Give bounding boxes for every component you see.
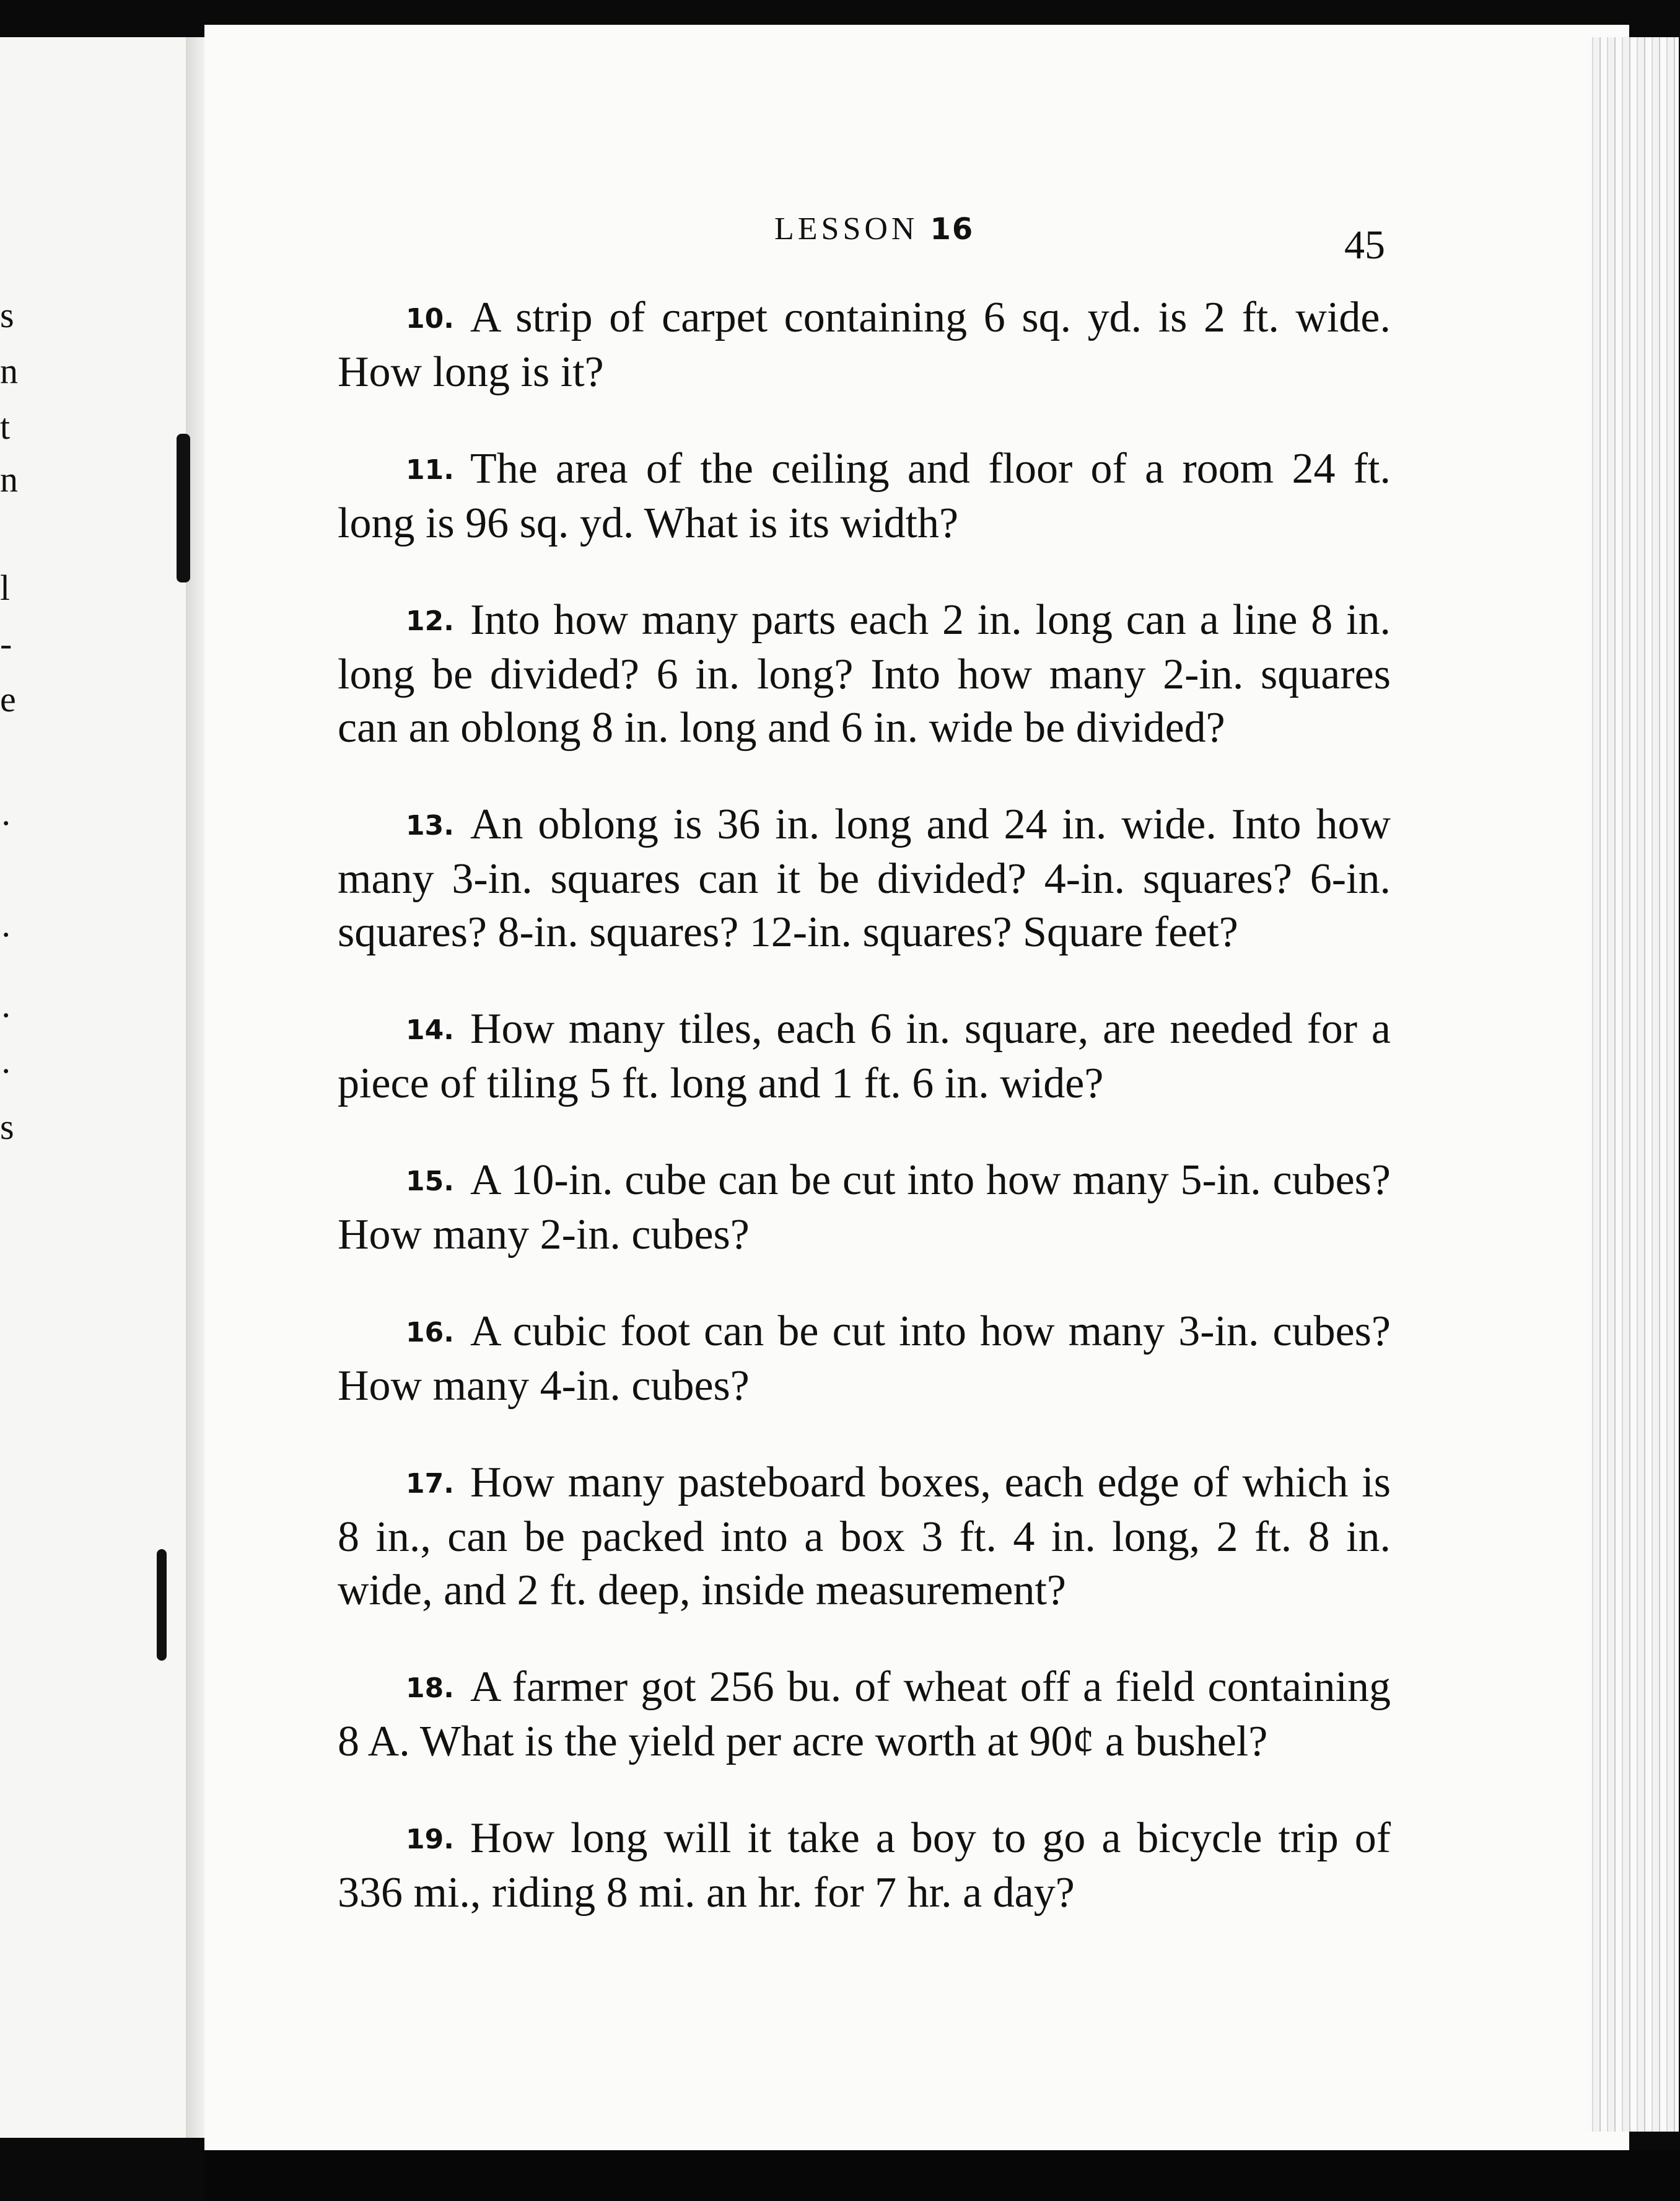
edge-letter: s <box>0 1107 14 1147</box>
edge-letter: - <box>0 623 12 664</box>
problem-text: A 10-in. cube can be cut into how many 5-in. cubes? How many 2-in. cubes? <box>338 1156 1391 1259</box>
problem-15 <box>338 1154 1391 1262</box>
edge-letter: · <box>0 915 12 955</box>
edge-letter: e <box>0 679 16 719</box>
lesson-number: 16 <box>930 212 974 247</box>
problem-number: 10. <box>406 303 454 335</box>
problem-text: An oblong is 36 in. long and 24 in. wide. Into how many 3-in. squares can it be divided? 4-in. squares? 6-in. squares? 8-in. squares? 12-in. squares? Square feet? <box>338 801 1391 956</box>
edge-letter: · <box>0 1051 12 1091</box>
problem-12 <box>338 594 1391 755</box>
problem-number: 11. <box>406 454 454 486</box>
problem-19 <box>338 1812 1391 1920</box>
page-edges <box>1586 37 1679 2132</box>
problem-number: 16. <box>406 1317 454 1348</box>
problem-13 <box>338 798 1391 959</box>
left-page <box>0 37 186 2138</box>
scan-border <box>204 2150 1680 2201</box>
problem-list <box>338 291 1391 1936</box>
problem-number: 15. <box>406 1166 454 1197</box>
problem-text: How many pasteboard boxes, each edge of which is 8 in., can be packed into a box 3 ft. 4 in. long, 2 ft. 8 in. wide, and 2 ft. deep, inside measurement? <box>338 1459 1391 1614</box>
running-head-title: LESSON <box>774 211 919 247</box>
edge-letter: · <box>0 995 12 1035</box>
problem-number: 17. <box>406 1468 454 1500</box>
problem-text: How many tiles, each 6 in. square, are needed for a piece of tiling 5 ft. long and 1 ft. 6 in. wide? <box>338 1005 1391 1107</box>
page-number: 45 <box>1344 222 1385 268</box>
edge-letter: s <box>0 295 14 335</box>
problem-10 <box>338 291 1391 399</box>
problem-text: A strip of carpet containing 6 sq. yd. is 2 ft. wide. How long is it? <box>338 294 1391 396</box>
binding-mark <box>157 1549 167 1661</box>
edge-letter: · <box>0 803 12 843</box>
problem-17 <box>338 1456 1391 1617</box>
problem-number: 19. <box>406 1824 454 1855</box>
problem-number: 12. <box>406 605 454 637</box>
problem-number: 14. <box>406 1014 454 1046</box>
problem-14 <box>338 1003 1391 1110</box>
edge-letter: l <box>0 568 11 608</box>
problem-text: How long will it take a boy to go a bicycle trip of 336 mi., riding 8 mi. an hr. for 7 hr. a day? <box>338 1814 1391 1917</box>
edge-letter: n <box>0 351 18 391</box>
problem-text: The area of the ceiling and floor of a room 24 ft. long is 96 sq. yd. What is its width? <box>338 445 1391 547</box>
problem-11 <box>338 442 1391 550</box>
book-gutter <box>186 37 204 2138</box>
problem-18 <box>338 1661 1391 1768</box>
edge-letter: n <box>0 459 18 499</box>
problem-text: Into how many parts each 2 in. long can a line 8 in. long be divided? 6 in. long? Into how many 2-in. squares can an oblong 8 in. long and 6 in. wide be divided? <box>338 596 1391 752</box>
problem-text: A cubic foot can be cut into how many 3-in. cubes? How many 4-in. cubes? <box>338 1307 1391 1410</box>
problem-number: 13. <box>406 810 454 841</box>
problem-16 <box>338 1305 1391 1413</box>
running-head <box>774 211 974 247</box>
edge-letter: t <box>0 406 11 447</box>
problem-number: 18. <box>406 1672 454 1704</box>
problem-text: A farmer got 256 bu. of wheat off a field containing 8 A. What is the yield per acre worth at 90¢ a bushel? <box>338 1663 1391 1765</box>
binding-mark <box>177 434 190 582</box>
